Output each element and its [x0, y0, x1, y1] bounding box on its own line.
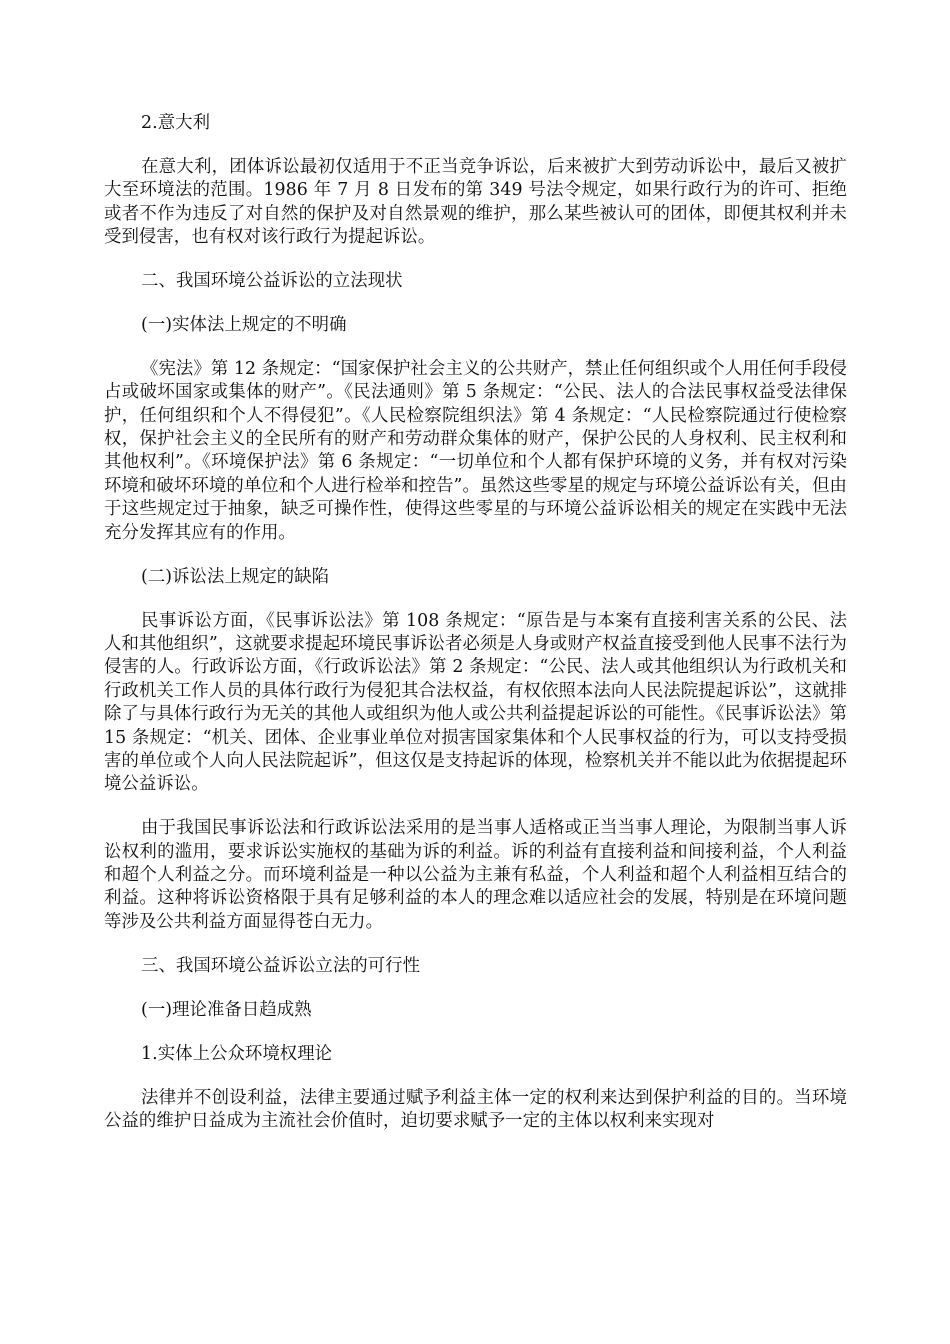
paragraph-procedural-law: 民事诉讼方面，《民事诉讼法》第 108 条规定：“原告是与本案有直接利害关系的公民、法人和其他组织”，这就要求提起环境民事诉讼者必须是人身或财产权益直接受到他人民事不法行为侵害的人。行政诉讼方面，《行政诉讼法》第 2 条规定：“公民、法人或其他组织认为行政机关和行政机关工作人员的具体行政行为侵犯其合法权益，有权依照本法向人民法院提起诉讼”，这就排除了与具体行政行为无关的其他人或组织为他人或公共利益提起诉讼的可能性。《民事诉讼法》第 15 条规定：“机关、团体、企业事业单位对损害国家集体和个人民事权益的行为，可以支持受损害的单位或个人向人民法院起诉”，但这仅是支持起诉的体现，检察机关并不能以此为依据提起环境公益诉讼。	[104, 610, 847, 795]
subsection-heading-substantive-law: (一)实体法上规定的不明确	[141, 314, 347, 335]
paragraph-law-and-interests: 法律并不创设利益，法律主要通过赋予利益主体一定的权利来达到保护利益的目的。当环境公益的维护日益成为主流社会价值时，迫切要求赋予一定的主体以权利来实现对	[104, 1087, 847, 1131]
document-page	[104, 112, 847, 1154]
paragraph-standing-theory: 由于我国民事诉讼法和行政诉讼法采用的是当事人适格或正当当事人理论，为限制当事人诉讼权利的滥用，要求诉讼实施权的基础为诉的利益。诉的利益有直接利益和间接利益，个人利益和超个人利益之分。而环境利益是一种以公益为主兼有私益，个人利益和超个人利益相互结合的利益。这种将诉讼资格限于具有足够利益的本人的理念难以适应社会的发展，特别是在环境问题等涉及公共利益方面显得苍白无力。	[104, 818, 847, 932]
subsection-heading-public-environmental-right: 1.实体上公众环境权理论	[141, 1043, 333, 1064]
subsection-heading-theory: (一)理论准备日趋成熟	[141, 999, 312, 1020]
section-heading-legislation-status: 二、我国环境公益诉讼的立法现状	[141, 271, 403, 292]
paragraph-italy: 在意大利，团体诉讼最初仅适用于不正当竞争诉讼，后来被扩大到劳动诉讼中，最后又被扩大至环境法的范围。1986 年 7 月 8 日发布的第 349 号法令规定，如果行政行为的许可、拒绝或者不作为违反了对自然的保护及对自然景观的维护，那么某些被认可的团体，即便其权利并未受到侵害，也有权对该行政行为提起诉讼。	[104, 156, 847, 248]
paragraph-substantive-law: 《宪法》第 12 条规定：“国家保护社会主义的公共财产，禁止任何组织或个人用任何手段侵占或破坏国家或集体的财产”。《民法通则》第 5 条规定：“公民、法人的合法民事权益受法律保护，任何组织和个人不得侵犯”。《人民检察院组织法》第 4 条规定：“人民检察院通过行使检察权，保护社会主义的全民所有的财产和劳动群众集体的财产，保护公民的人身权利、民主权利和其他权利”。《环境保护法》第 6 条规定：“一切单位和个人都有保护环境的义务，并有权对污染环境和破坏环境的单位和个人进行检举和控告”。虽然这些零星的规定与环境公益诉讼有关，但由于这些规定过于抽象，缺乏可操作性，使得这些零星的与环境公益诉讼相关的规定在实践中无法充分发挥其应有的作用。	[104, 358, 847, 543]
subsection-heading-procedural-law: (二)诉讼法上规定的缺陷	[141, 566, 330, 587]
section-heading-italy: 2.意大利	[141, 113, 211, 133]
section-heading-feasibility: 三、我国环境公益诉讼立法的可行性	[141, 955, 421, 976]
